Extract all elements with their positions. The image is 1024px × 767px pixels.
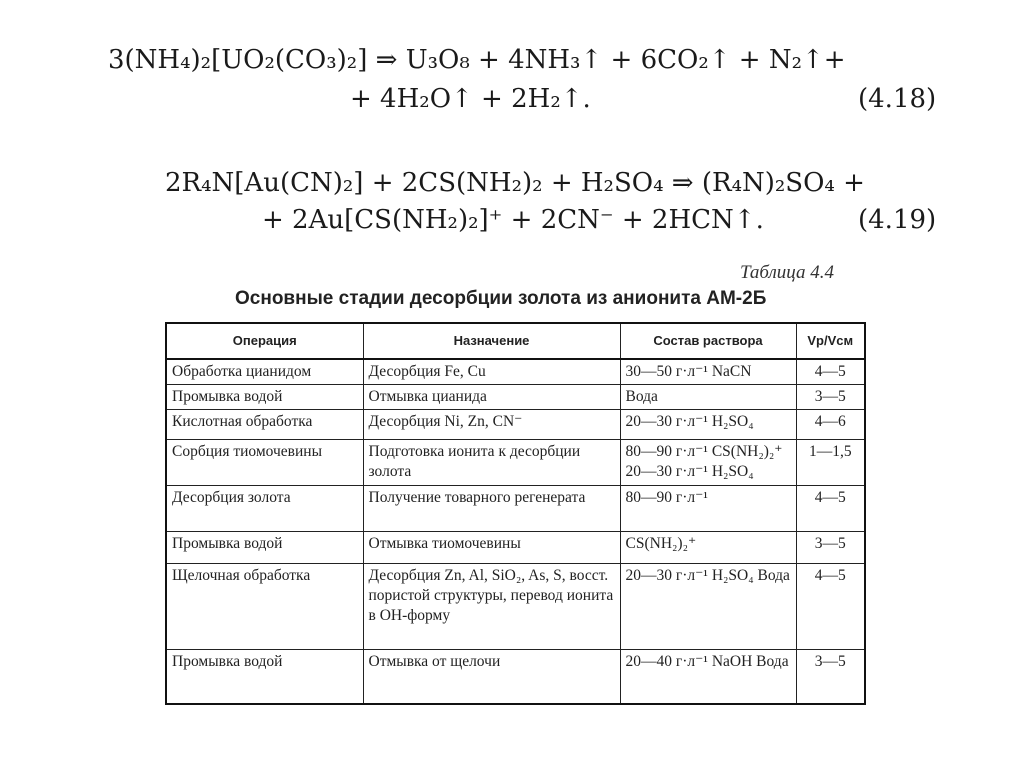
cell-operation: Обработка цианидом <box>166 359 363 385</box>
desorption-stages-table <box>165 322 866 705</box>
cell-solution: 30—50 г·л⁻¹ NaCN <box>620 359 796 385</box>
table-row <box>166 650 865 704</box>
cell-purpose: Десорбция Fe, Cu <box>363 359 620 385</box>
cell-operation: Кислотная обработка <box>166 410 363 440</box>
equation-4-18-line-1: 3(NH₄)₂[UO₂(CO₃)₂] ⇒ U₃O₈ + 4NH₃↑ + 6CO₂↑ + N₂↑+ <box>108 45 846 75</box>
table-row <box>166 385 865 410</box>
cell-operation: Десорбция золота <box>166 486 363 532</box>
cell-purpose: Отмывка тиомочевины <box>363 532 620 564</box>
equation-4-19-line-1: 2R₄N[Au(CN)₂] + 2CS(NH₂)₂ + H₂SO₄ ⇒ (R₄N)₂SO₄ + <box>165 168 865 198</box>
cell-purpose: Отмывка от щелочи <box>363 650 620 704</box>
cell-operation: Сорбция тиомочевины <box>166 440 363 486</box>
cell-solution: 20—30 г·л⁻¹ H₂SO₄ <box>620 410 796 440</box>
cell-ratio: 3—5 <box>796 650 865 704</box>
header-solution: Состав раствора <box>620 323 796 359</box>
cell-operation: Щелочная обработка <box>166 564 363 650</box>
cell-operation: Промывка водой <box>166 532 363 564</box>
cell-purpose: Подготовка ионита к десорбции золота <box>363 440 620 486</box>
table-label: Таблица 4.4 <box>740 262 834 283</box>
cell-solution: 20—40 г·л⁻¹ NaOH Вода <box>620 650 796 704</box>
cell-ratio: 4—5 <box>796 564 865 650</box>
cell-solution: CS(NH₂)₂⁺ <box>620 532 796 564</box>
equation-4-19-line-2: + 2Au[CS(NH₂)₂]⁺ + 2CN⁻ + 2HCN↑. <box>262 205 764 235</box>
header-operation: Операция <box>166 323 363 359</box>
equation-4-18-number: (4.18) <box>858 84 937 114</box>
cell-solution: Вода <box>620 385 796 410</box>
table-row <box>166 486 865 532</box>
table-row <box>166 532 865 564</box>
table-row <box>166 440 865 486</box>
table-header-row <box>166 323 865 359</box>
table-title: Основные стадии десорбции золота из анионита АМ-2Б <box>235 288 767 309</box>
cell-ratio: 4—5 <box>796 486 865 532</box>
equation-4-18-line-2: + 4H₂O↑ + 2H₂↑. <box>350 84 591 114</box>
cell-purpose: Отмывка цианида <box>363 385 620 410</box>
cell-ratio: 1—1,5 <box>796 440 865 486</box>
cell-purpose: Получение товарного регенерата <box>363 486 620 532</box>
table-row <box>166 564 865 650</box>
header-purpose: Назначение <box>363 323 620 359</box>
cell-ratio: 3—5 <box>796 385 865 410</box>
table-row <box>166 359 865 385</box>
cell-solution: 80—90 г·л⁻¹ <box>620 486 796 532</box>
cell-operation: Промывка водой <box>166 385 363 410</box>
cell-purpose: Десорбция Zn, Al, SiO₂, As, S, восст. пористой структуры, перевод ионита в ОН-форму <box>363 564 620 650</box>
cell-solution: 80—90 г·л⁻¹ CS(NH₂)₂⁺ 20—30 г·л⁻¹ H₂SO₄ <box>620 440 796 486</box>
cell-ratio: 4—6 <box>796 410 865 440</box>
equation-4-19-number: (4.19) <box>858 205 937 235</box>
header-ratio: Vр/Vсм <box>796 323 865 359</box>
table-row <box>166 410 865 440</box>
cell-ratio: 3—5 <box>796 532 865 564</box>
cell-operation: Промывка водой <box>166 650 363 704</box>
cell-solution: 20—30 г·л⁻¹ H₂SO₄ Вода <box>620 564 796 650</box>
cell-purpose: Десорбция Ni, Zn, CN⁻ <box>363 410 620 440</box>
cell-ratio: 4—5 <box>796 359 865 385</box>
